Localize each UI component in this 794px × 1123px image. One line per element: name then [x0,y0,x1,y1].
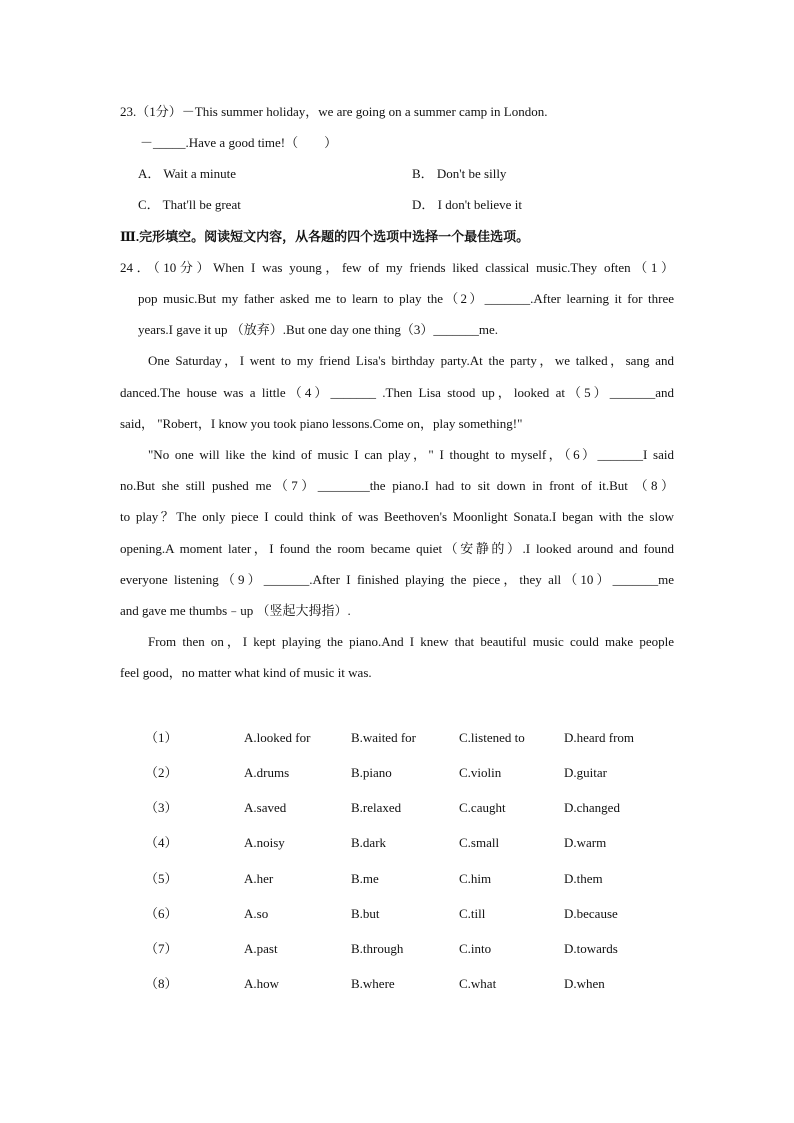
q23-reply: －_____.Have a good time!（ ） [140,135,338,150]
option-c: C.what [459,976,497,991]
q24-line: pop music.But my father asked me to learn to play the（2）_______.After learning it for three [138,291,674,306]
option-c: C.violin [459,765,502,780]
option-a: A.past [244,941,278,956]
q24-line: and gave me thumbs﹣up （竖起大拇指）. [120,603,351,618]
option-c: C.till [459,906,486,921]
q24-line: feel good，no matter what kind of music it was. [120,665,372,680]
option-a: A.her [244,871,274,886]
option-b: B.piano [351,765,392,780]
option-c: C.caught [459,800,506,815]
row-number: （3） [145,800,178,815]
option-b: B.through [351,941,404,956]
option-d: D.towards [564,941,618,956]
row-number: （6） [145,906,178,921]
option-b: B.waited for [351,730,416,745]
row-number: （5） [145,871,178,886]
q24-line: said， "Robert，I know you took piano lessons.Come on，play something!" [120,416,523,431]
row-number: （2） [145,765,178,780]
row-number: （7） [145,941,178,956]
option-a: A.how [244,976,280,991]
q23-option-c: C． That'll be great [138,197,241,212]
option-a: A.looked for [244,730,311,745]
q23-stem: 23.（1分）－This summer holiday，we are going on a summer camp in London. [120,104,548,119]
option-b: B.dark [351,835,387,850]
option-d: D.changed [564,800,620,815]
option-d: D.guitar [564,765,607,780]
q24-line: years.I gave it up （放弃）.But one day one thing（3）_______me. [138,322,498,337]
q24-line: to play？The only piece I could think of was Beethoven's Moonlight Sonata.I began with the slow [120,509,674,524]
q24-line: From then on，I kept playing the piano.And I knew that beautiful music could make people [148,634,674,649]
option-d: D.because [564,906,618,921]
option-d: D.when [564,976,605,991]
option-a: A.saved [244,800,287,815]
option-c: C.listened to [459,730,525,745]
row-number: （1） [145,730,178,745]
q23-option-a: A． Wait a minute [138,166,237,181]
row-number: （8） [145,976,178,991]
q24-line: 24．（10分）When I was young，few of my friends liked classical music.They often（1） [120,260,674,275]
option-b: B.relaxed [351,800,402,815]
q23-option-d: D． I don't believe it [412,197,522,212]
option-b: B.where [351,976,395,991]
q24-line: One Saturday，I went to my friend Lisa's birthday party.At the party，we talked，sang and [148,353,674,368]
q24-line: danced.The house was a little（4）_______ .Then Lisa stood up，looked at（5）_______and [120,385,674,400]
option-b: B.me [351,871,379,886]
option-c: C.him [459,871,492,886]
q24-line: "No one will like the kind of music I can play，" I thought to myself，（6）_______I said [148,447,674,462]
q24-line: no.But she still pushed me（7）________the piano.I had to sit down in front of it.But （8） [120,478,674,493]
option-b: B.but [351,906,380,921]
section-3-heading: Ⅲ.完形填空。阅读短文内容，从各题的四个选项中选择一个最佳选项。 [120,229,530,244]
option-d: D.heard from [564,730,635,745]
option-d: D.warm [564,835,607,850]
option-c: C.small [459,835,500,850]
option-a: A.so [244,906,269,921]
option-a: A.drums [244,765,290,780]
option-c: C.into [459,941,492,956]
option-d: D.them [564,871,603,886]
row-number: （4） [145,835,178,850]
q23-option-b: B． Don't be silly [412,166,507,181]
q24-line: opening.A moment later，I found the room became quiet（安静的）.I looked around and found [120,541,674,556]
option-a: A.noisy [244,835,285,850]
q24-line: everyone listening（9）_______.After I finished playing the piece，they all（10）_______me [120,572,674,587]
